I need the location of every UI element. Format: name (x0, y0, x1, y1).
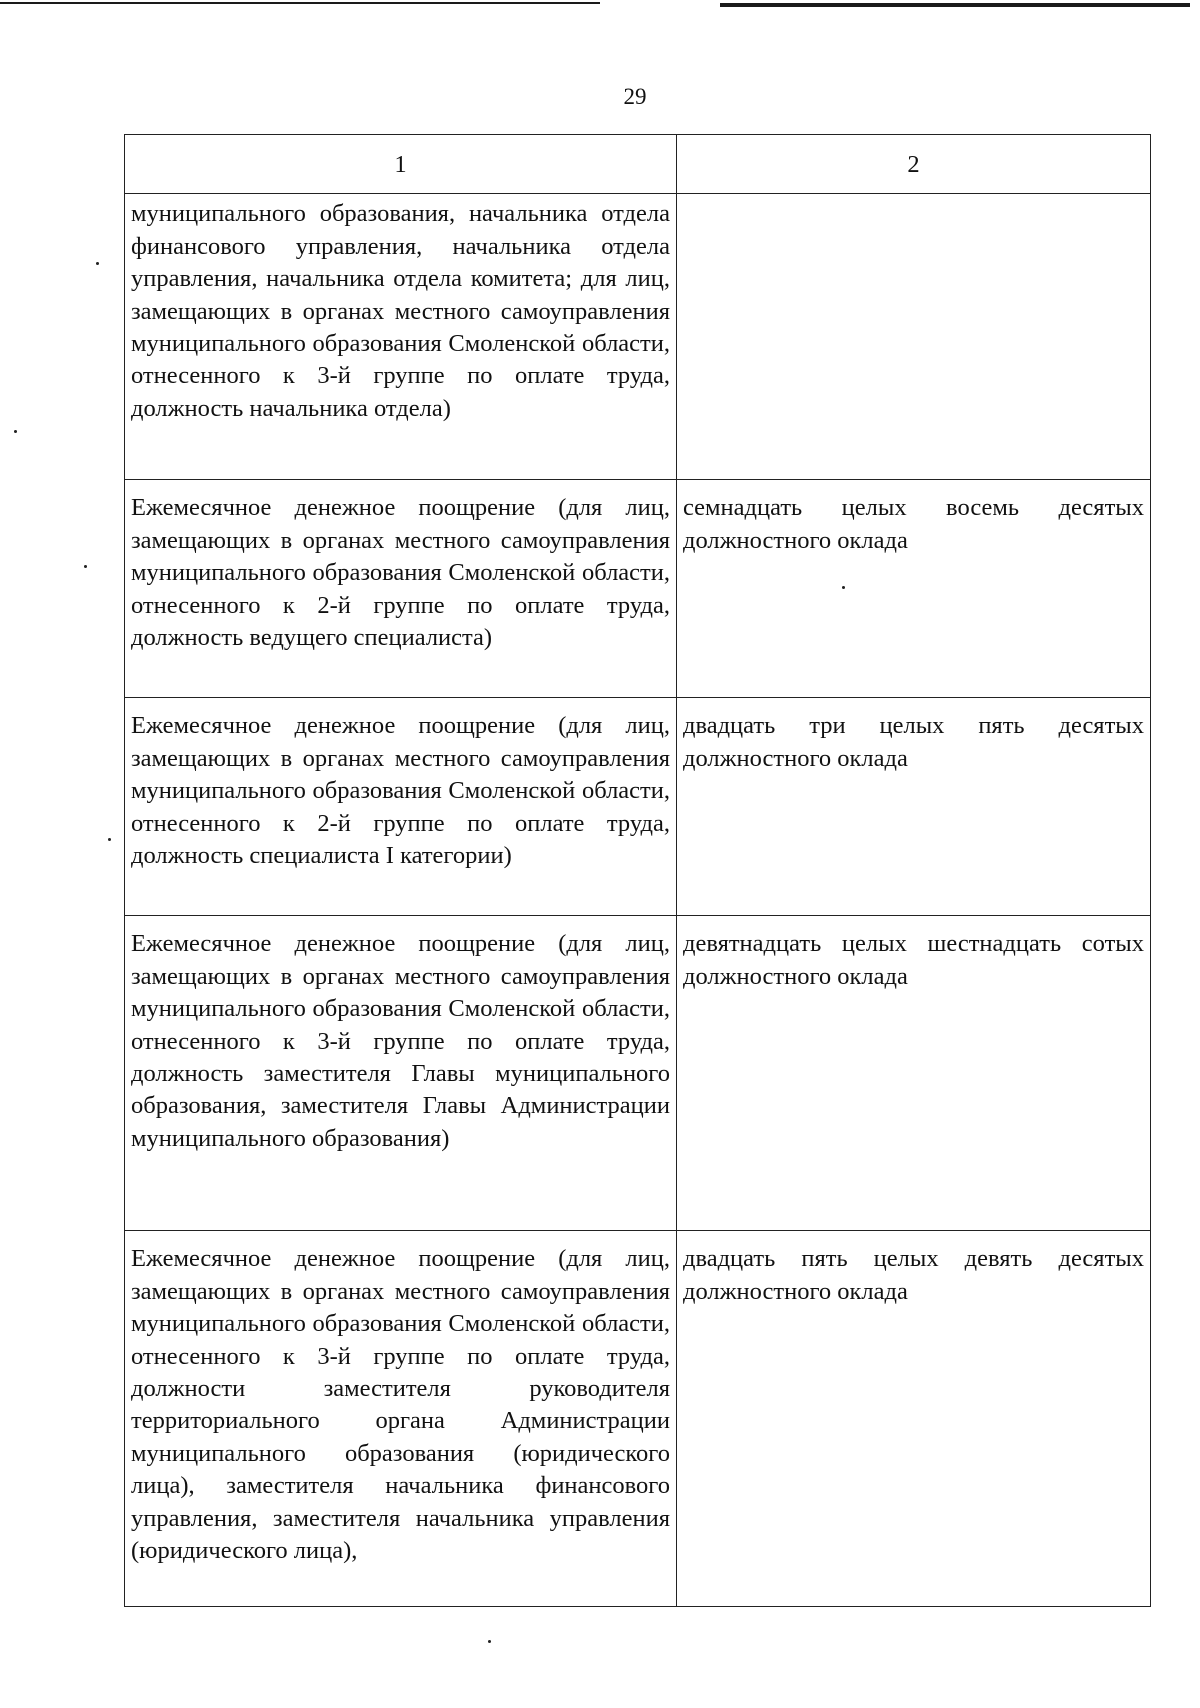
payment-description: Ежемесячное денежное поощрение (для лиц, замещающих в органах местного самоуправления муниципального образования Смоленской области, отнесенного к 3-й группе по оплате труда, должность заместителя Главы муниципального образования, заместителя Главы Администрации муниципального образования) (131, 930, 670, 1152)
payment-amount: девятнадцать целых шестнадцать сотых должностного оклада (683, 930, 1144, 990)
table-row (125, 916, 1151, 1231)
scan-edge-top-right (720, 3, 1190, 7)
column-header-2: 2 (677, 135, 1151, 194)
payment-description-cell (125, 194, 677, 480)
table-header-row (125, 135, 1151, 194)
payment-description-cell (125, 1231, 677, 1607)
payment-amount-cell (677, 480, 1151, 698)
scan-speck (488, 1640, 491, 1643)
payment-table (124, 134, 1151, 1607)
payment-description-cell (125, 916, 677, 1231)
payment-description: муниципального образования, начальника отдела финансового управления, начальника отдела управления, начальника отдела комитета; для лиц, замещающих в органах местного самоуправления муниципального образования Смоленской области, отнесенного к 3-й группе по оплате труда, должность начальника отдела) (131, 200, 670, 422)
scan-speck (96, 262, 99, 265)
payment-amount-cell (677, 194, 1151, 480)
table-row (125, 480, 1151, 698)
table-row (125, 1231, 1151, 1607)
payment-description-cell (125, 698, 677, 916)
page-number: 29 (623, 84, 647, 109)
scan-speck (14, 430, 17, 433)
payment-amount-cell (677, 916, 1151, 1231)
column-header-1: 1 (125, 135, 677, 194)
payment-description-cell (125, 480, 677, 698)
scan-edge-top-left (0, 2, 600, 4)
payment-description: Ежемесячное денежное поощрение (для лиц, замещающих в органах местного самоуправления муниципального образования Смоленской области, отнесенного к 3-й группе по оплате труда, должности заместителя руководителя территориального органа Администрации муниципального образования (юридического лица), заместителя начальника финансового управления, заместителя начальника управления (юридического лица), (131, 1245, 670, 1565)
payment-amount-cell (677, 698, 1151, 916)
table-row (125, 698, 1151, 916)
payment-amount: двадцать пять целых девять десятых должностного оклада (683, 1245, 1144, 1305)
payment-amount-cell (677, 1231, 1151, 1607)
payment-amount: семнадцать целых восемь десятых должностного оклада (683, 494, 1144, 554)
scan-speck (108, 838, 111, 841)
payment-description: Ежемесячное денежное поощрение (для лиц, замещающих в органах местного самоуправления муниципального образования Смоленской области, отнесенного к 2-й группе по оплате труда, должность ведущего специалиста) (131, 494, 670, 652)
payment-amount: двадцать три целых пять десятых должностного оклада (683, 712, 1144, 772)
payment-description: Ежемесячное денежное поощрение (для лиц, замещающих в органах местного самоуправления муниципального образования Смоленской области, отнесенного к 2-й группе по оплате труда, должность специалиста I категории) (131, 712, 670, 870)
scan-speck (84, 565, 87, 568)
table-row (125, 194, 1151, 480)
